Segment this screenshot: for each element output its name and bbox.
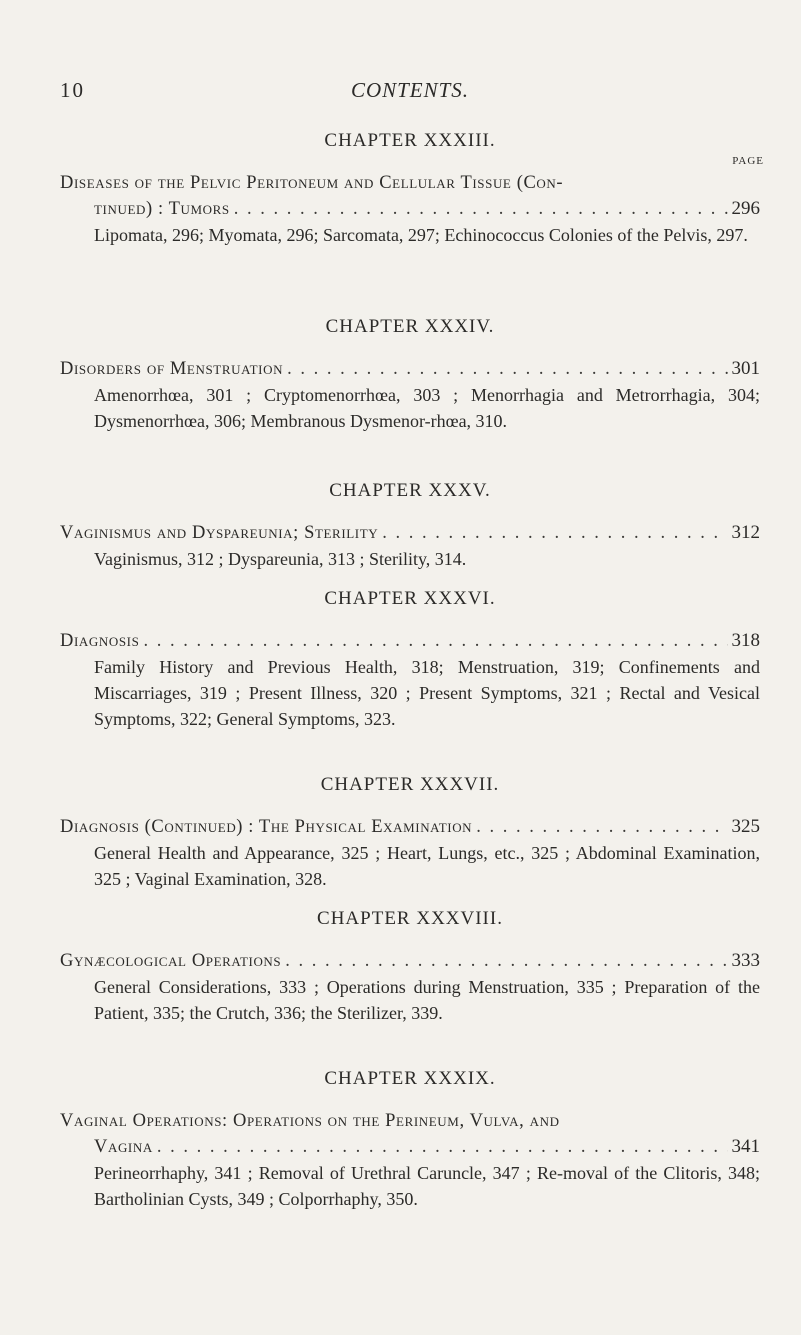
- leader-dots: [476, 814, 727, 840]
- chapter-heading: CHAPTER XXXVII.: [320, 774, 500, 795]
- chapter-title-line: Vagina: [94, 1137, 153, 1157]
- chapter-36: [60, 586, 760, 732]
- chapter-35: [60, 478, 760, 572]
- chapter-summary: Amenorrhœa, 301 ; Cryptomenorrhœa, 303 ; Menorrhagia and Metrorrhagia, 304; Dysmenorrhœa, 306; Membranous Dysmenor-rhœa, 310.: [94, 385, 760, 431]
- chapter-37: [60, 772, 760, 892]
- chapter-summary: Perineorrhaphy, 341 ; Removal of Urethral Caruncle, 347 ; Re-moval of the Clitoris, 348; Bartholinian Cysts, 349 ; Colporrhaphy, 350.: [94, 1163, 760, 1209]
- leader-dots: [143, 628, 727, 654]
- chapter-heading: CHAPTER XXXIII.: [324, 130, 496, 151]
- chapter-summary: General Considerations, 333 ; Operations during Menstruation, 335 ; Preparation of the Patient, 335; the Crutch, 336; the Sterilizer, 339.: [94, 977, 760, 1023]
- chapter-page: 325: [731, 816, 760, 837]
- chapter-page: 312: [731, 522, 760, 543]
- page-column-label: PAGE: [732, 155, 764, 167]
- leader-dots: [382, 520, 727, 546]
- chapter-title: Diseases of the Pelvic Peritoneum and Cellular Tissue (Con-: [60, 173, 564, 193]
- chapter-page: 301: [731, 358, 760, 379]
- chapter-title-line: tinued) : Tumors: [94, 199, 230, 219]
- leader-dots: [285, 948, 727, 974]
- chapter-summary: Vaginismus, 312 ; Dyspareunia, 313 ; Sterility, 314.: [94, 549, 467, 569]
- chapter-heading: CHAPTER XXXIX.: [324, 1068, 496, 1089]
- chapter-page: 296: [731, 198, 760, 219]
- leader-dots: [157, 1134, 728, 1160]
- chapter-33: [60, 128, 764, 248]
- chapter-39: [60, 1066, 760, 1212]
- page-number: 10: [60, 78, 85, 102]
- chapter-page: 318: [731, 630, 760, 651]
- leader-dots: [234, 196, 728, 222]
- chapter-title: Gynæcological Operations: [60, 951, 282, 971]
- running-title: CONTENTS.: [350, 78, 470, 102]
- chapter-page: 333: [731, 950, 760, 971]
- chapter-title-continued: [60, 196, 760, 222]
- chapter-entry: [60, 814, 760, 840]
- running-head: [60, 78, 760, 108]
- chapter-title: Vaginismus and Dyspareunia; Sterility: [60, 523, 379, 543]
- chapter-summary: Family History and Previous Health, 318; Menstruation, 319; Confinements and Miscarriages, 319 ; Present Illness, 320 ; Present Symptoms, 321 ; Rectal and Vesical Symptoms, 322; General Symptoms, 323.: [94, 657, 760, 729]
- chapter-entry: [60, 628, 760, 654]
- chapter-34: [60, 314, 760, 434]
- chapter-entry: [60, 520, 760, 546]
- chapter-summary: General Health and Appearance, 325 ; Heart, Lungs, etc., 325 ; Abdominal Examination, 325 ; Vaginal Examination, 328.: [94, 843, 760, 889]
- chapter-heading: CHAPTER XXXIV.: [325, 316, 495, 337]
- contents-page: [60, 0, 764, 1335]
- chapter-heading: CHAPTER XXXV.: [329, 480, 491, 501]
- chapter-page: 341: [731, 1136, 760, 1157]
- chapter-title: Vaginal Operations: Operations on the Perineum, Vulva, and: [60, 1111, 560, 1131]
- chapter-summary: Lipomata, 296; Myomata, 296; Sarcomata, 297; Echinococcus Colonies of the Pelvis, 297.: [94, 225, 748, 245]
- chapter-38: [60, 906, 760, 1026]
- chapter-heading: CHAPTER XXXVI.: [324, 588, 496, 609]
- chapter-title: Diagnosis (Continued) : The Physical Examination: [60, 817, 473, 837]
- leader-dots: [287, 356, 727, 382]
- chapter-title: Disorders of Menstruation: [60, 359, 284, 379]
- chapter-entry: [60, 356, 760, 382]
- chapter-heading: CHAPTER XXXVIII.: [317, 908, 503, 929]
- chapter-title: Diagnosis: [60, 631, 140, 651]
- chapter-entry: [60, 948, 760, 974]
- chapter-title-continued: [60, 1134, 760, 1160]
